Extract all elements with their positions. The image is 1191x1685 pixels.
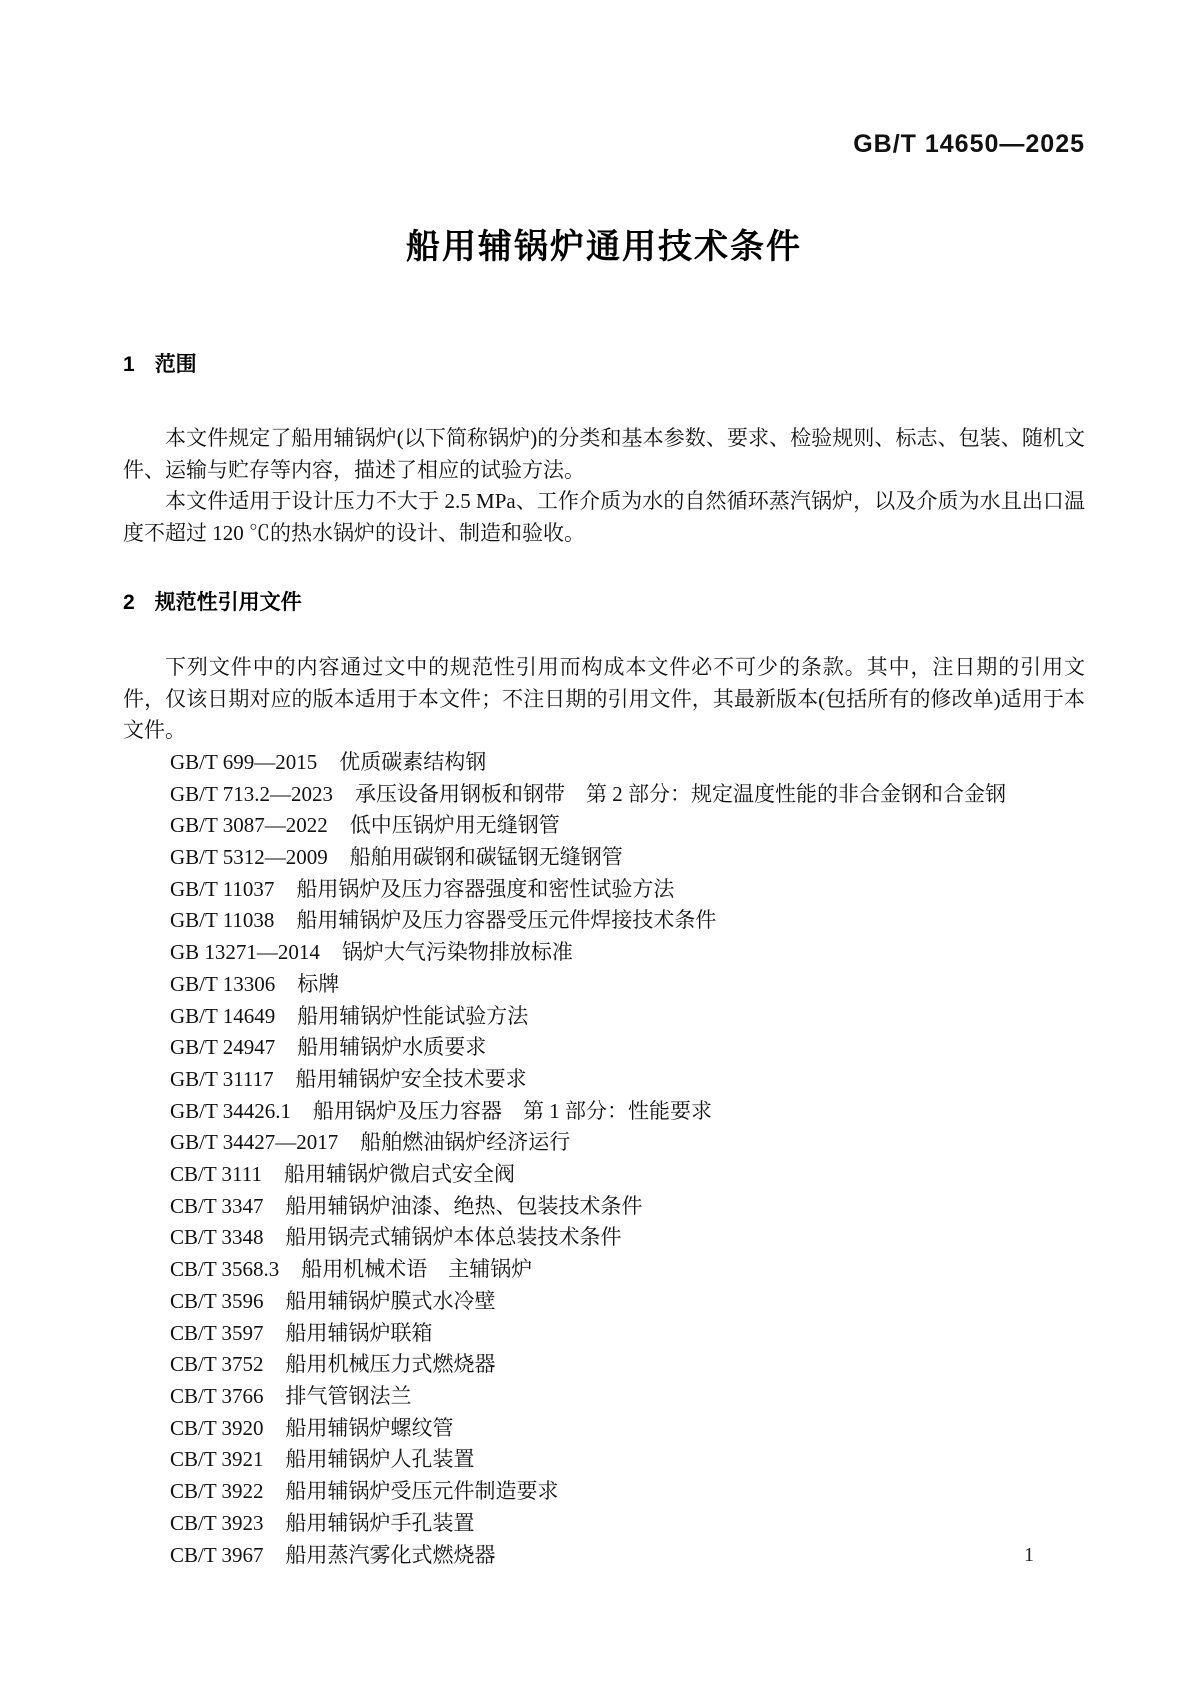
reference-code: CB/T 3766 xyxy=(170,1383,264,1408)
reference-title: 船用辅锅炉手孔装置 xyxy=(285,1510,475,1535)
reference-item xyxy=(170,1127,1085,1159)
reference-code: CB/T 3923 xyxy=(170,1510,264,1535)
reference-code: GB/T 5312—2009 xyxy=(170,845,328,870)
reference-item xyxy=(170,1413,1085,1445)
reference-title: 船用辅锅炉安全技术要求 xyxy=(295,1066,527,1091)
reference-title: 排气管钢法兰 xyxy=(285,1383,412,1408)
reference-title: 船用锅炉及压力容器强度和密性试验方法 xyxy=(296,876,675,901)
reference-title: 船用辅锅炉螺纹管 xyxy=(285,1415,454,1440)
reference-code: CB/T 3597 xyxy=(170,1320,264,1345)
reference-title: 船用机械术语 主辅锅炉 xyxy=(301,1257,533,1282)
reference-item xyxy=(170,1032,1085,1064)
page-content xyxy=(123,0,1085,1571)
reference-item xyxy=(170,1064,1085,1096)
reference-title: 船用锅炉及压力容器 第 1 部分：性能要求 xyxy=(312,1098,712,1123)
reference-item xyxy=(170,1349,1085,1381)
reference-code: GB/T 34426.1 xyxy=(170,1098,291,1123)
reference-title: 承压设备用钢板和钢带 第 2 部分：规定温度性能的非合金钢和合金钢 xyxy=(354,781,1006,806)
reference-title: 锅炉大气污染物排放标准 xyxy=(341,940,573,965)
reference-title: 船用辅锅炉油漆、绝热、包装技术条件 xyxy=(285,1193,643,1218)
reference-code: GB/T 699—2015 xyxy=(170,749,318,774)
section-1-number: 1 xyxy=(123,353,135,376)
reference-code: GB/T 14649 xyxy=(170,1003,276,1028)
reference-code: CB/T 3596 xyxy=(170,1288,264,1313)
reference-item xyxy=(170,937,1085,969)
document-title: 船用辅锅炉通用技术条件 xyxy=(406,228,802,266)
reference-code: CB/T 3111 xyxy=(170,1162,262,1187)
reference-item xyxy=(170,1381,1085,1413)
reference-item xyxy=(170,905,1085,937)
reference-title: 船用辅锅炉膜式水冷壁 xyxy=(285,1288,496,1313)
reference-title: 船用机械压力式燃烧器 xyxy=(285,1352,496,1377)
reference-code: CB/T 3967 xyxy=(170,1542,264,1567)
reference-title: 船用辅锅炉联箱 xyxy=(285,1320,433,1345)
section-1-body xyxy=(123,423,1085,550)
reference-item xyxy=(170,1444,1085,1476)
reference-title: 船用辅锅炉性能试验方法 xyxy=(297,1003,529,1028)
paragraph: 本文件适用于设计压力不大于 2.5 MPa、工作介质为水的自然循环蒸汽锅炉，以及介质为水且出口温度不超过 120 ℃的热水锅炉的设计、制造和验收。 xyxy=(123,489,1085,546)
reference-title: 船舶燃油锅炉经济运行 xyxy=(360,1130,571,1155)
reference-code: GB/T 31117 xyxy=(170,1066,274,1091)
reference-title: 船用辅锅炉微启式安全阀 xyxy=(284,1162,515,1187)
reference-item xyxy=(170,1476,1085,1508)
reference-code: GB/T 34427—2017 xyxy=(170,1130,339,1155)
reference-code: CB/T 3348 xyxy=(170,1225,264,1250)
reference-code: CB/T 3920 xyxy=(170,1415,264,1440)
reference-item xyxy=(170,1318,1085,1350)
normative-references-list xyxy=(123,747,1085,1571)
reference-code: GB/T 13306 xyxy=(170,971,276,996)
reference-code: GB/T 24947 xyxy=(170,1035,276,1060)
reference-title: 标牌 xyxy=(297,971,340,996)
reference-code: CB/T 3347 xyxy=(170,1193,264,1218)
reference-title: 船用蒸汽雾化式燃烧器 xyxy=(285,1542,496,1567)
reference-title: 船舶用碳钢和碳锰钢无缝钢管 xyxy=(349,845,623,870)
reference-code: GB/T 713.2—2023 xyxy=(170,781,333,806)
page-number: 1 xyxy=(1024,1544,1034,1566)
reference-code: CB/T 3921 xyxy=(170,1447,264,1472)
reference-item xyxy=(170,1286,1085,1318)
reference-code: CB/T 3752 xyxy=(170,1352,264,1377)
reference-item xyxy=(170,1508,1085,1540)
reference-title: 船用辅锅炉受压元件制造要求 xyxy=(285,1479,559,1504)
reference-code: CB/T 3922 xyxy=(170,1479,264,1504)
reference-item xyxy=(170,1159,1085,1191)
reference-code: CB/T 3568.3 xyxy=(170,1257,280,1282)
reference-title: 优质碳素结构钢 xyxy=(339,749,487,774)
section-2-heading xyxy=(123,586,1085,616)
section-2-title: 规范性引用文件 xyxy=(154,590,302,614)
reference-code: GB/T 11037 xyxy=(170,876,275,901)
reference-item xyxy=(170,747,1085,779)
reference-code: GB 13271—2014 xyxy=(170,940,320,965)
reference-item xyxy=(170,1254,1085,1286)
reference-title: 船用辅锅炉水质要求 xyxy=(297,1035,487,1060)
paragraph: 下列文件中的内容通过文中的规范性引用而构成本文件必不可少的条款。其中，注日期的引用文件，仅该日期对应的版本适用于本文件；不注日期的引用文件，其最新版本(包括所有的修改单)适用于本文件。 xyxy=(123,654,1085,743)
reference-item xyxy=(170,1096,1085,1128)
reference-item xyxy=(170,1191,1085,1223)
reference-item xyxy=(170,874,1085,906)
section-2-body xyxy=(123,652,1085,747)
reference-title: 低中压锅炉用无缝钢管 xyxy=(349,813,560,838)
reference-title: 船用辅锅炉及压力容器受压元件焊接技术条件 xyxy=(296,908,717,933)
reference-item xyxy=(170,842,1085,874)
section-1-heading xyxy=(123,348,1085,378)
reference-item xyxy=(170,1222,1085,1254)
paragraph: 本文件规定了船用辅锅炉(以下简称锅炉)的分类和基本参数、要求、检验规则、标志、包装、随机文件、运输与贮存等内容，描述了相应的试验方法。 xyxy=(123,426,1085,482)
reference-title: 船用辅锅炉人孔装置 xyxy=(285,1447,475,1472)
reference-item xyxy=(170,1001,1085,1033)
standard-number: GB/T 14650—2025 xyxy=(853,130,1085,158)
reference-code: GB/T 3087—2022 xyxy=(170,813,328,838)
reference-item xyxy=(170,969,1085,1001)
reference-code: GB/T 11038 xyxy=(170,908,275,933)
reference-item xyxy=(170,810,1085,842)
reference-item xyxy=(170,779,1085,811)
reference-title: 船用锅壳式辅锅炉本体总装技术条件 xyxy=(285,1225,622,1250)
section-2-number: 2 xyxy=(123,590,135,614)
reference-item xyxy=(170,1540,1085,1572)
section-1-title: 范围 xyxy=(154,353,197,376)
